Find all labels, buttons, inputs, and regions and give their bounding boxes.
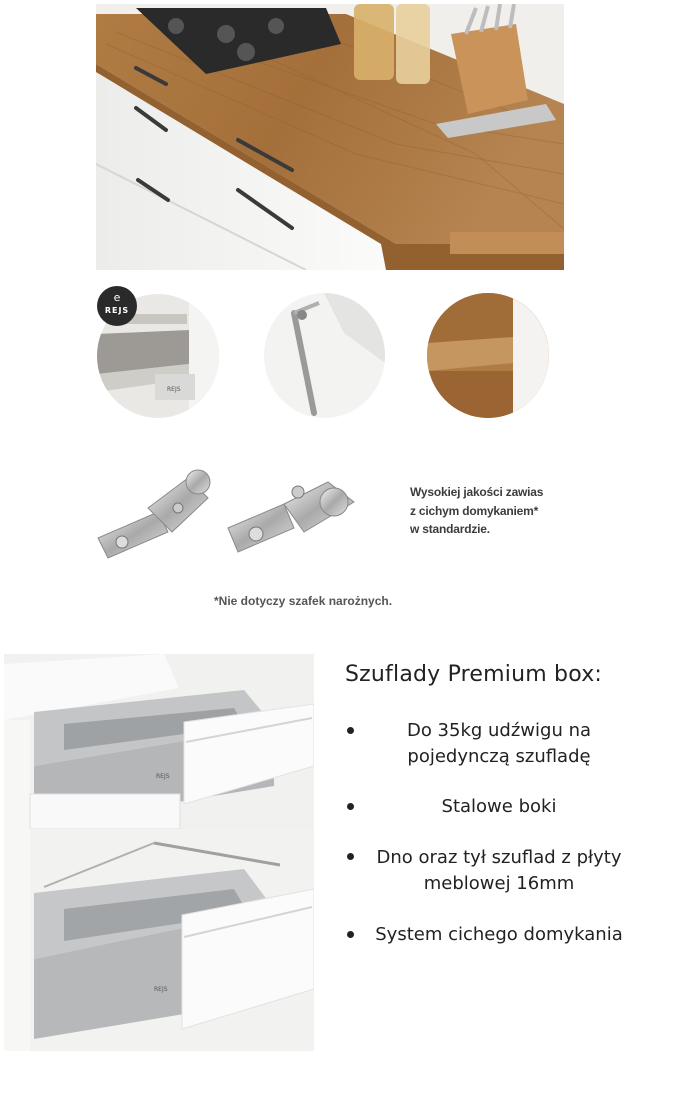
lift-mechanism-detail-photo — [264, 293, 385, 418]
bullet-icon — [347, 727, 354, 734]
bullet-icon — [347, 803, 354, 810]
feature-item-soft-close: System cichego domykania — [375, 924, 623, 945]
hinge-caption-line-3: w standardzie. — [410, 522, 490, 536]
bullet-icon — [347, 931, 354, 938]
feature-item-steel-sides: Stalowe boki — [441, 796, 557, 817]
feature-item-load-capacity: Do 35kg udźwigu na pojedynczą szufladę — [406, 720, 592, 767]
feature-item-board-bottom: Dno oraz tył szuflad z płyty meblowej 16mm — [376, 847, 622, 894]
drawers-section-title: Szuflady Premium box: — [345, 662, 603, 687]
drawer-brand-mark: REJS — [156, 773, 170, 780]
bullet-icon — [347, 853, 354, 860]
drawer-brand-mark: REJS — [167, 386, 181, 393]
corner-cabinet-footnote: *Nie dotyczy szafek narożnych. — [214, 594, 393, 608]
kitchen-countertop-photo — [96, 4, 564, 270]
hinge-caption-line-1: Wysokiej jakości zawias — [410, 485, 544, 499]
rejs-logo-text: REJS — [104, 306, 130, 315]
drawer-photo-open-high — [4, 829, 314, 1051]
shelf-wood-detail-photo — [427, 293, 549, 418]
drawer-brand-mark: REJS — [154, 986, 168, 993]
soft-close-hinges-photo — [88, 458, 370, 576]
rejs-logo-badge — [97, 286, 137, 326]
hinge-caption-line-2: z cichym domykaniem* — [410, 504, 539, 518]
drawer-photo-open-low — [4, 654, 314, 829]
rejs-logo-icon: e — [113, 291, 121, 304]
